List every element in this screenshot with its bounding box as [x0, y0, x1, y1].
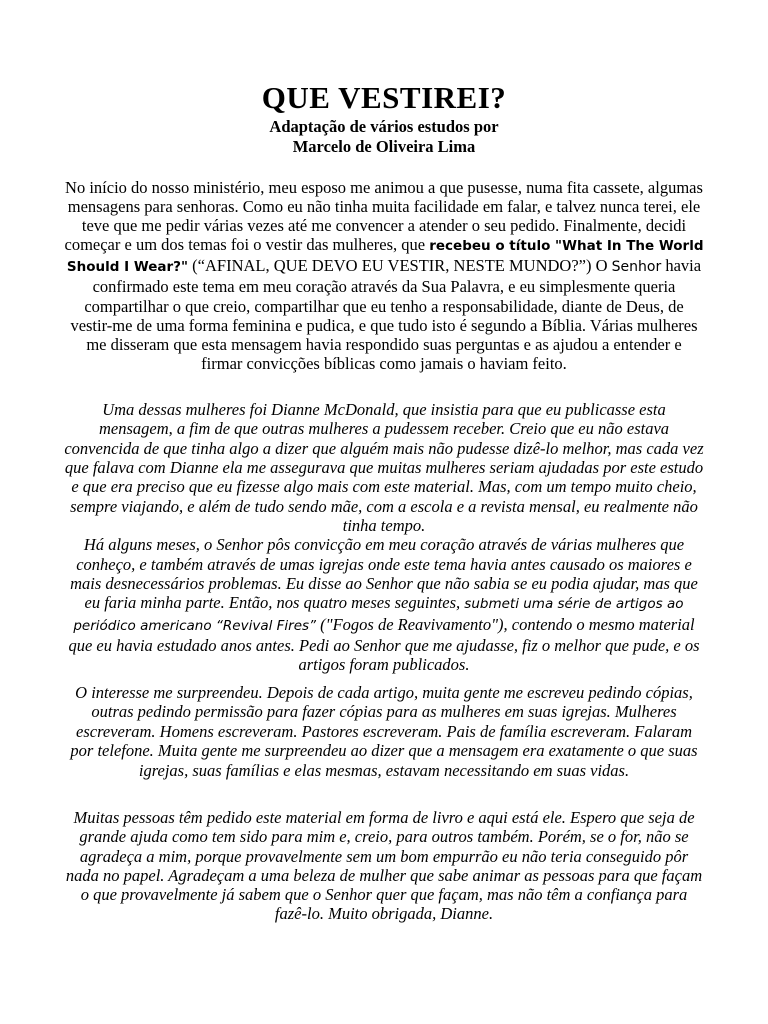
paragraph-2-text-c: submeti uma série de artigos ao periódico americano “Revival Fires”	[73, 596, 684, 634]
paragraph-2-text-a: Uma dessas mulheres foi Dianne McDonald, que insistia para que eu publicasse esta mensagem, a fim de que outras mulheres a pudessem receber. Creio que eu não estava convencida de que tinha algo a dizer que alguém mais não pudesse dizê-lo melhor, mas cada vez que falava com Dianne ela me assegurava que muitas mulheres seriam ajudadas por este estudo e que era preciso que eu fizesse algo mais com este material. Mas, com um tempo muito cheio, sempre viajando, e além de tudo sendo mãe, com a escola e a revista mensal, eu realmente não tinha tempo.	[64, 400, 704, 536]
paragraph-1	[64, 178, 704, 373]
paragraph-2-text-d: ("Fogos de Reavivamento"), contendo o mesmo material que eu havia estudado anos antes. Pedi ao Senhor que me ajudasse, fiz o melhor que pude, e os artigos foram publicados.	[68, 614, 700, 675]
page-title: QUE VESTIREI?	[261, 80, 507, 115]
paragraph-1-title-quote: recebeu o título "What In The World Should I Wear?"	[66, 238, 704, 276]
subtitle-line-2: Marcelo de Oliveira Lima	[292, 137, 476, 156]
paragraph-4: Muitas pessoas têm pedido este material em forma de livro e aqui está ele. Espero que seja de grande ajuda como tem sido para mim e, creio, para outros também. Porém, se o for, não se agradeça a mim, porque provavelmente sem um bom empurrão eu não teria conseguido pôr nada no papel. Agradeçam a uma beleza de mulher que sabe animar as pessoas para que façam o que provavelmente já sabem que o Senhor quer que façam, mas não têm a confiança para fazê-lo. Muito obrigada, Dianne.	[65, 808, 703, 924]
subtitle-line-1: Adaptação de vários estudos por	[269, 117, 499, 136]
page-subtitle	[0, 117, 768, 157]
paragraph-2-text-b: Há alguns meses, o Senhor pôs convicção em meu coração através de várias mulheres que conheço, e também através de umas igrejas onde este tema havia antes causado os maiores e mais desnecessários problemas. Eu disse ao Senhor que não sabia se eu podia ajudar, mas que eu faria minha parte. Então, nos quatro meses seguintes,	[70, 535, 698, 613]
paragraph-1-text-a: No início do nosso ministério, meu esposo me animou a que pusesse, numa fita cassete, algumas mensagens para senhoras. Como eu não tinha muita facilidade em falar, e talvez nunca terei, ele teve que me pedir várias vezes até me convencer a atender o seu pedido. Finalmente, decidi começar e um dos temas foi o vestir das mulheres, que	[64, 178, 703, 255]
paragraph-1-senhor: Senhor	[611, 259, 662, 276]
paragraph-1-text-e: havia confirmado este tema em meu coração através da Sua Palavra, e eu simplesmente queria compartilhar o que creio, compartilhar que eu tenho a responsabilidade, diante de Deus, de vestir-me de uma forma feminina e pudica, e que tudo isto é segundo a Bíblia. Várias mulheres me disseram que esta mensagem havia respondido suas perguntas e as ajudou a entender e firmar convicções bíblicas como jamais o haviam feito.	[70, 256, 702, 373]
paragraph-2	[64, 400, 704, 675]
paragraph-1-text-c: (“AFINAL, QUE DEVO EU VESTIR, NESTE MUNDO?”) O	[192, 256, 608, 276]
paragraph-3: O interesse me surpreendeu. Depois de cada artigo, muita gente me escreveu pedindo cópias, outras pedindo permissão para fazer cópias para as mulheres em suas igrejas. Mulheres escreveram. Homens escreveram. Pastores escreveram. Pais de família escreveram. Falaram por telefone. Muita gente me surpreendeu ao dizer que a mensagem era exatamente o que suas igrejas, suas famílias e elas mesmas, estavam necessitando em suas vidas.	[70, 683, 698, 780]
